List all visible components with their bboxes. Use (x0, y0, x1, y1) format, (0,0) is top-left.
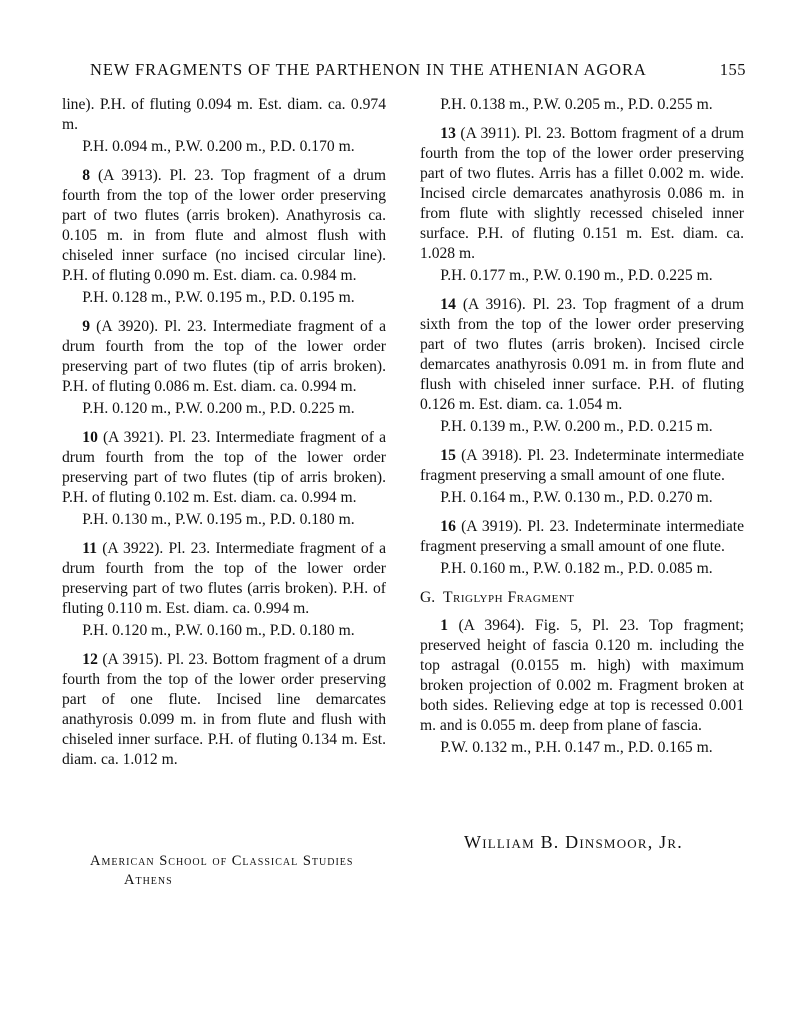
entry-text: (A 3911). Pl. 23. Bottom fragment of a drum fourth from the top of the lower order preserving part of two flutes. Arris has a fillet 0.002 m. wide. Incised circle demarcates anathyrosis 0.086 m. in from flute with slightly recessed chiseled inner surface. P.H. of fluting 0.151 m. Est. diam. ca. 1.028 m. (420, 125, 744, 262)
affiliation-city: Athens (124, 872, 173, 888)
entry-number: 15 (440, 447, 456, 464)
entry-text: (A 3919). Pl. 23. Indeterminate intermediate fragment preserving a small amount of one flute. (420, 518, 744, 555)
dimensions-line: P.H. 0.177 m., P.W. 0.190 m., P.D. 0.225 m. (440, 267, 713, 284)
entry-text: (A 3920). Pl. 23. Intermediate fragment of a drum fourth from the top of the lower order preserving part of two flutes (tip of arris broken). P.H. of fluting 0.086 m. Est. diam. ca. 0.994 m. (62, 318, 386, 395)
entry-number: 13 (440, 125, 456, 142)
catalog-entry-13 (420, 124, 744, 264)
entry-number: 9 (82, 318, 91, 335)
entry-text: (A 3915). Pl. 23. Bottom fragment of a drum fourth from the top of the lower order preserving part of one flute. Incised line demarcates anathyrosis 0.099 m. in from flute and flush with chiseled inner surface. P.H. of fluting 0.134 m. Est. diam. ca. 1.012 m. (62, 651, 387, 768)
dimensions-line: P.H. 0.094 m., P.W. 0.200 m., P.D. 0.170 m. (82, 138, 355, 155)
author-signature: William B. Dinsmoor, Jr. (464, 832, 683, 852)
entry-text: (A 3964). Fig. 5, Pl. 23. Top fragment; preserved height of fascia 0.120 m. including the top astragal (0.0155 m. high) with maximum broken projection of 0.002 m. Fragment broken at both sides. Relieving edge at top is recessed 0.001 m. and is 0.055 m. deep from plane of fascia. (420, 617, 744, 734)
running-title: NEW FRAGMENTS OF THE PARTHENON IN THE ATHENIAN AGORA (90, 60, 647, 79)
entry-text: (A 3918). Pl. 23. Indeterminate intermediate fragment preserving a small amount of one flute. (420, 447, 744, 484)
catalog-entry-15 (420, 446, 744, 486)
catalog-entry-triglyph-1 (420, 616, 744, 736)
dimensions-line: P.H. 0.164 m., P.W. 0.130 m., P.D. 0.270 m. (440, 489, 713, 506)
catalog-entry-9 (62, 317, 386, 397)
section-heading (420, 588, 744, 608)
entry-number: 10 (82, 429, 98, 446)
continued-text: line). P.H. of fluting 0.094 m. Est. diam. ca. 0.974 m. (62, 96, 386, 133)
catalog-entry-8 (62, 166, 386, 286)
entry-text: (A 3913). Pl. 23. Top fragment of a drum fourth from the top of the lower order preserving part of two flutes (arris broken). Anathyrosis ca. 0.105 m. in from flute and almost flush with chiseled inner surface (no incised circular line). P.H. of fluting 0.090 m. Est. diam. ca. 0.984 m. (62, 167, 386, 284)
affiliation (90, 852, 430, 890)
catalog-entry-16 (420, 517, 744, 557)
right-column (420, 95, 744, 767)
catalog-entry-12 (62, 650, 386, 770)
page-number: 155 (719, 60, 746, 79)
left-column (62, 95, 386, 770)
dimensions-line: P.H. 0.138 m., P.W. 0.205 m., P.D. 0.255 m. (440, 96, 713, 113)
entry-text: (A 3922). Pl. 23. Intermediate fragment of a drum fourth from the top of the lower order preserving part of two flutes (arris broken). P.H. of fluting 0.110 m. Est. diam. ca. 0.994 m. (62, 540, 386, 617)
running-header (90, 60, 746, 80)
dimensions-line: P.H. 0.128 m., P.W. 0.195 m., P.D. 0.195 m. (82, 289, 355, 306)
section-letter: G. (420, 589, 436, 606)
catalog-entry-11 (62, 539, 386, 619)
entry-text: (A 3921). Pl. 23. Intermediate fragment of a drum fourth from the top of the lower order preserving part of two flutes (tip of arris broken). P.H. of fluting 0.102 m. Est. diam. ca. 0.994 m. (62, 429, 386, 506)
dimensions-line: P.H. 0.120 m., P.W. 0.160 m., P.D. 0.180 m. (82, 622, 355, 639)
entry-number: 8 (82, 167, 91, 184)
entry-number: 14 (440, 296, 456, 313)
dimensions-line: P.H. 0.130 m., P.W. 0.195 m., P.D. 0.180 m. (82, 511, 355, 528)
entry-text: (A 3916). Pl. 23. Top fragment of a drum sixth from the top of the lower order preserving part of two flutes (arris broken). Incised circle demarcates anathyrosis 0.091 m. in from flute and flush with chiseled inner surface. P.H. of fluting 0.126 m. Est. diam. ca. 1.054 m. (420, 296, 744, 413)
dimensions-line: P.H. 0.139 m., P.W. 0.200 m., P.D. 0.215 m. (440, 418, 713, 435)
entry-number: 1 (440, 617, 449, 634)
section-title: Triglyph Fragment (442, 589, 575, 606)
catalog-entry-10 (62, 428, 386, 508)
entry-number: 16 (440, 518, 456, 535)
dimensions-line: P.W. 0.132 m., P.H. 0.147 m., P.D. 0.165 m. (440, 739, 713, 756)
entry-number: 11 (82, 540, 97, 557)
dimensions-line: P.H. 0.120 m., P.W. 0.200 m., P.D. 0.225 m. (82, 400, 355, 417)
entry-number: 12 (82, 651, 98, 668)
dimensions-line: P.H. 0.160 m., P.W. 0.182 m., P.D. 0.085 m. (440, 560, 713, 577)
affiliation-institution: American School of Classical Studies (90, 853, 354, 869)
catalog-entry-14 (420, 295, 744, 415)
